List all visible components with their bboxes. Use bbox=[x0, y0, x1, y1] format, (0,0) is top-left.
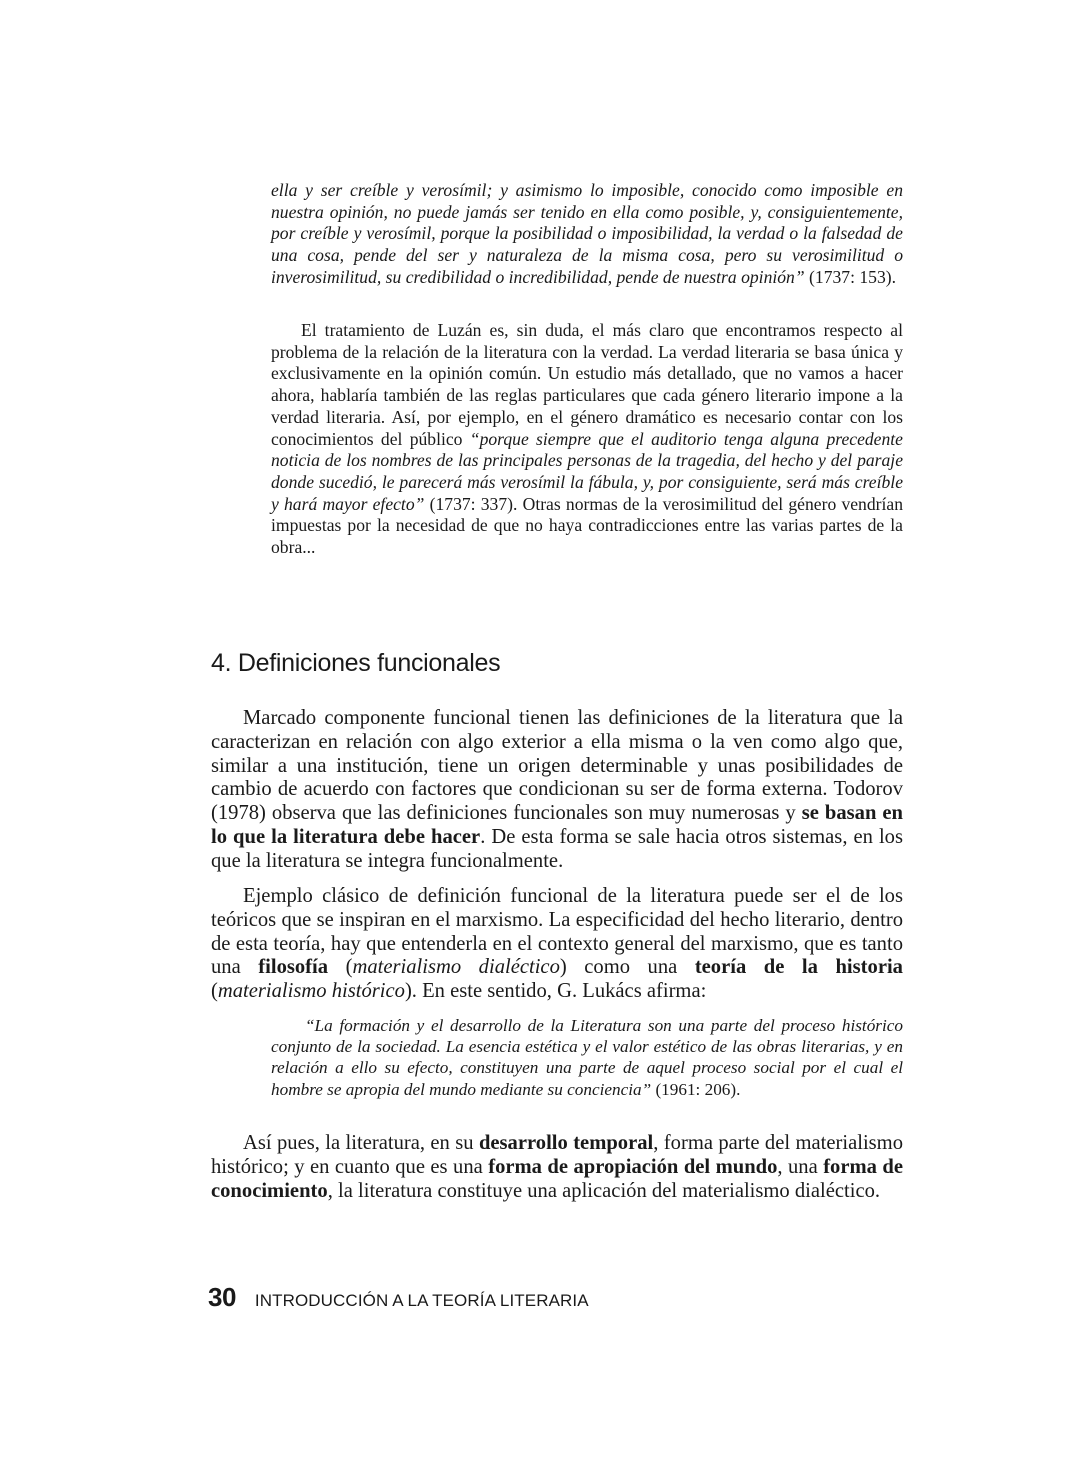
paragraph-luzan bbox=[271, 320, 903, 559]
paragraph-asi bbox=[211, 1132, 903, 1203]
paragraph-text: , forma parte del materialismo histórico; y en cuanto que es una bbox=[211, 1132, 903, 1178]
block-quote-luzan bbox=[271, 180, 903, 289]
paragraph-text: . De esta forma se sale hacia otros sistemas, en los que la literatura se integra funcionalmente. bbox=[211, 825, 903, 872]
quote-text: “La formación y el desarrollo de la Literatura son una parte del proceso histórico conjunto de la sociedad. La esencia estética y el valor estético de las obras literarias, y en relación a ello su efecto, constituyen una parte de aquel proceso social por el cual el hombre se apropia del mundo mediante su conciencia” bbox=[271, 1016, 903, 1099]
paragraph-text: Así pues, la literatura, en su bbox=[243, 1132, 479, 1154]
bold-phrase: se basan en lo que la literatura debe hacer bbox=[211, 802, 903, 848]
quote-body bbox=[271, 1015, 903, 1100]
paragraph-text: Marcado componente funcional tienen las definiciones de la literatura que la caracterizan en relación con algo exterior a ella misma o la ven como algo que, similar a una institución, tiene un origen determinable y unas posibilidades de cambio de acuerdo con factores que condicionan su ser de forma externa. Todorov (1978) observa que las definiciones funcionales son muy numerosas y bbox=[211, 707, 903, 825]
bold-phrase: forma de apropiación del mundo bbox=[488, 1155, 778, 1178]
bold-phrase: teoría de la historia bbox=[694, 956, 903, 979]
page-footer bbox=[208, 1282, 589, 1313]
paragraph-text: ( bbox=[211, 980, 218, 1003]
quote-citation: (1737: 153). bbox=[804, 266, 897, 287]
paragraph-text: , la literatura constituye una aplicación del materialismo dialéctico. bbox=[327, 1179, 881, 1202]
paragraph-ejemplo bbox=[211, 885, 903, 1004]
bold-phrase: filosofía bbox=[258, 956, 329, 979]
quote-citation: (1961: 206). bbox=[651, 1079, 741, 1099]
running-title: INTRODUCCIÓN A LA TEORÍA LITERARIA bbox=[254, 1291, 589, 1310]
italic-phrase: materialismo histórico bbox=[217, 980, 405, 1003]
inline-quote: “porque siempre que el auditorio tenga alguna precedente noticia de los nombres de las principales personas de la tragedia, del hecho y del paraje donde sucedió, le parecerá más verosímil la fábula, y, por consiguiente, será más creíble y hará mayor efecto” bbox=[271, 428, 903, 514]
bold-phrase: forma de conocimiento bbox=[211, 1155, 903, 1202]
paragraph-marcado bbox=[211, 707, 903, 874]
paragraph-text: , una bbox=[777, 1155, 824, 1178]
quote-text: ella y ser creíble y verosímil; y asimismo lo imposible, conocido como imposible en nuestra opinión, no puede jamás ser tenido en ella como posible, y, consiguientemente, por creíble y verosímil, porque la posibilidad o imposibilidad, la verdad o la falsedad de una cosa, pende del ser y naturaleza de la misma cosa, pero su verosimilitud o inverosimilitud, su credibilidad o incredibilidad, pende de nuestra opinión” bbox=[271, 180, 903, 287]
paragraph-text: El tratamiento de Luzán es, sin duda, el más claro que encontramos respecto al problema de la relación de la literatura con la verdad. La verdad literaria se basa única y exclusivamente en la opinión común. Un estudio más detallado, que no vamos a hacer ahora, hablaría también de las reglas particulares que cada género literario impone a la verdad literaria. Así, por ejemplo, en el género dramático es necesario contar con los conocimientos del público bbox=[271, 320, 903, 449]
italic-phrase: materialismo dialéctico bbox=[352, 956, 560, 979]
paragraph-text: Ejemplo clásico de definición funcional de la literatura puede ser el de los teóricos que se inspiran en el marxismo. La especificidad del hecho literario, dentro de esta teoría, hay que entenderla en el contexto general del marxismo, que es tanto una bbox=[211, 885, 903, 979]
block-quote-lukacs bbox=[271, 1015, 903, 1100]
paragraph-text: ) como una bbox=[559, 956, 695, 979]
section-heading: 4. Definiciones funcionales bbox=[211, 649, 501, 677]
paragraph-text: ( bbox=[328, 956, 353, 979]
paragraph-text: ). En este sentido, G. Lukács afirma: bbox=[404, 980, 707, 1003]
page-number: 30 bbox=[208, 1282, 236, 1312]
paragraph-text-rest: (1737: 337). Otras normas de la verosimilitud del género vendrían impuestas por la necesidad de que no haya contradicciones entre las varias partes de la obra... bbox=[271, 493, 903, 558]
bold-phrase: desarrollo temporal bbox=[478, 1132, 654, 1154]
